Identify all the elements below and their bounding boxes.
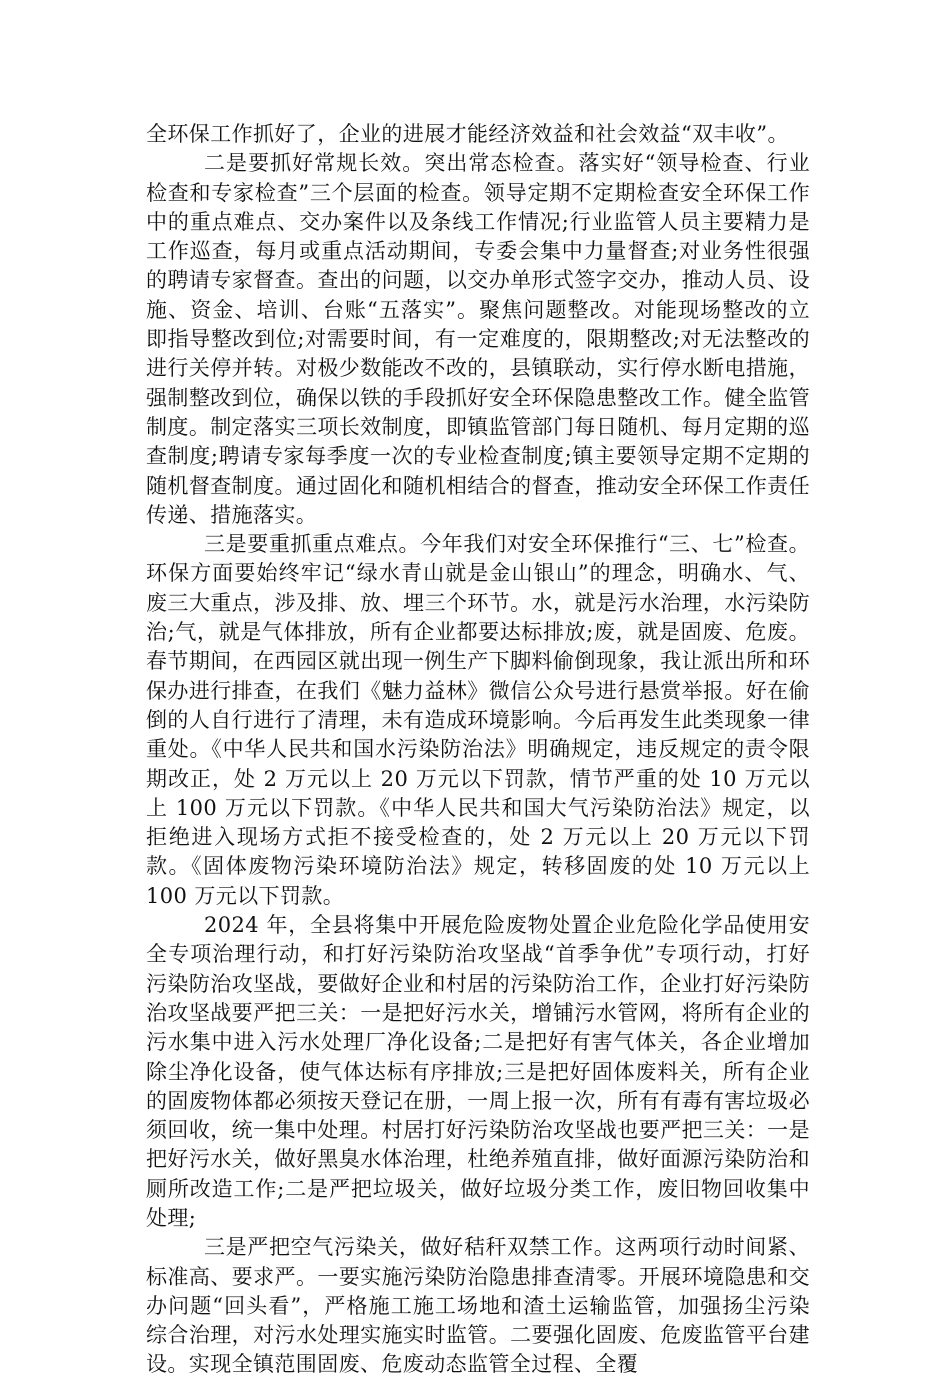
document-body xyxy=(146,120,810,1380)
paragraph-4: 2024 年，全县将集中开展危险废物处置企业危险化学品使用安全专项治理行动，和打好污染防治攻坚战“首季争优”专项行动，打好污染防治攻坚战，要做好企业和村居的污染防治工作，企业打好污染防治攻坚战要严把三关：一是把好污水关，增铺污水管网，将所有企业的污水集中进入污水处理厂净化设备;二是把好有害气体关，各企业增加除尘净化设备，使气体达标有序排放;三是把好固体废料关，所有企业的固废物体都必须按天登记在册，一周上报一次，所有有毒有害垃圾必须回收，统一集中处理。村居打好污染防治攻坚战也要严把三关：一是把好污水关，做好黑臭水体治理，杜绝养殖直排，做好面源污染防治和厕所改造工作;二是严把垃圾关，做好垃圾分类工作，废旧物回收集中处理; xyxy=(146,913,810,1230)
paragraph-5: 三是严把空气污染关，做好秸秆双禁工作。这两项行动时间紧、标准高、要求严。一要实施污染防治隐患排查清零。开展环境隐患和交办问题“回头看”，严格施工施工场地和渣土运输监管，加强扬尘污染综合治理，对污水处理实施实时监管。二要强化固废、危废监管平台建设。实现全镇范围固废、危废动态监管全过程、全覆 xyxy=(146,1235,810,1377)
paragraph-3: 三是要重抓重点难点。今年我们对安全环保推行“三、七”检查。环保方面要始终牢记“绿水青山就是金山银山”的理念，明确水、气、废三大重点，涉及排、放、埋三个环节。水，就是污水治理，水污染防治;气，就是气体排放，所有企业都要达标排放;废，就是固废、危废。春节期间，在西园区就出现一例生产下脚料偷倒现象，我让派出所和环保办进行排查，在我们《魅力益林》微信公众号进行悬赏举报。好在偷倒的人自行进行了清理，未有造成环境影响。今后再发生此类现象一律重处。《中华人民共和国水污染防治法》明确规定，违反规定的责令限期改正，处 2 万元以上 20 万元以下罚款，情节严重的处 10 万元以上 100 万元以下罚款。《中华人民共和国大气污染防治法》规定，以拒绝进入现场方式拒不接受检查的，处 2 万元以上 20 万元以下罚款。《固体废物污染环境防治法》规定，转移固废的处 10 万元以上 100 万元以下罚款。 xyxy=(146,532,810,908)
paragraph-1: 全环保工作抓好了，企业的进展才能经济效益和社会效益“双丰收”。 xyxy=(146,122,789,146)
paragraph-2: 二是要抓好常规长效。突出常态检查。落实好“领导检查、行业检查和专家检查”三个层面的检查。领导定期不定期检查安全环保工作中的重点难点、交办案件以及条线工作情况;行业监管人员主要精力是工作巡查，每月或重点活动期间，专委会集中力量督查;对业务性很强的聘请专家督查。查出的问题，以交办单形式签字交办，推动人员、设施、资金、培训、台账“五落实”。聚焦问题整改。对能现场整改的立即指导整改到位;对需要时间，有一定难度的，限期整改;对无法整改的进行关停并转。对极少数能改不改的，县镇联动，实行停水断电措施，强制整改到位，确保以铁的手段抓好安全环保隐患整改工作。健全监管制度。制定落实三项长效制度，即镇监管部门每日随机、每月定期的巡查制度;聘请专家每季度一次的专业检查制度;镇主要领导定期不定期的随机督查制度。通过固化和随机相结合的督查，推动安全环保工作责任传递、措施落实。 xyxy=(146,151,810,527)
